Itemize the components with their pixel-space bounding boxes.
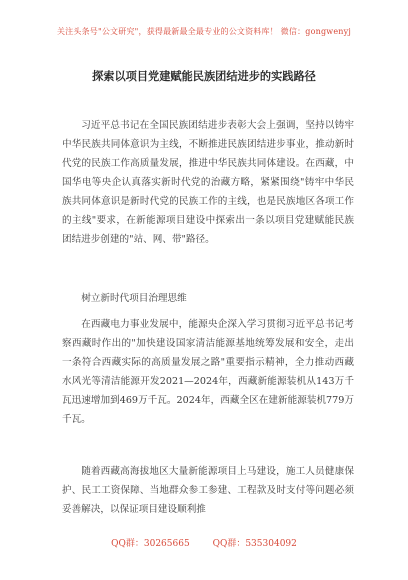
paragraph-2: 在西藏电力事业发展中，能源央企深入学习贯彻习近平总书记考察西藏时作出的"加快建设国家清洁能源基地统筹发展和安全，走出一条符合西藏实际的高质量发展之路"重要指示精神，全力推动西藏水风光等清洁能源开发2021—2024年，西藏新能源装机从143万千瓦迅速增加到469万千瓦。2024年，西藏全区在建新能源装机779万千瓦。 — [62, 319, 354, 425]
document-title: 探索以项目党建赋能民族团结进步的实践路径 — [92, 69, 316, 83]
footer-contacts — [0, 536, 408, 549]
paragraph-1: 习近平总书记在全国民族团结进步表彰大会上强调，坚持以铸牢中华民族共同体意识为主线，不断推进民族团结进步事业，推动新时代党的民族工作高质量发展，推进中华民族共同体建设。在西藏，中国华电等央企认真落实新时代党的治藏方略，紧紧围绕"铸牢中华民族共同体意识是新时代党的民族工作的主线，也是民族地区各项工作的主线"要求，在新能源项目建设中探索出一条以项目党建赋能民族团结进步创建的"站、网、带"路径。 — [62, 120, 354, 245]
paragraph-3: 随着西藏高海拔地区大量新能源项目上马建设，施工人员健康保护、民工工资保障、当地群众参工参建、工程款及时支付等问题必须妥善解决，以保证项目建设顺利推 — [62, 466, 354, 515]
subheading-1: 树立新时代项目治理思维 — [81, 293, 187, 304]
footer-qq-1: QQ群：30265665 — [111, 539, 190, 549]
footer-qq-2: QQ群：535304092 — [212, 539, 297, 549]
header-banner: 关注头条号"公文研究"，获得最新最全最专业的公文资料库！ 微信：gongwenyj — [56, 27, 352, 36]
